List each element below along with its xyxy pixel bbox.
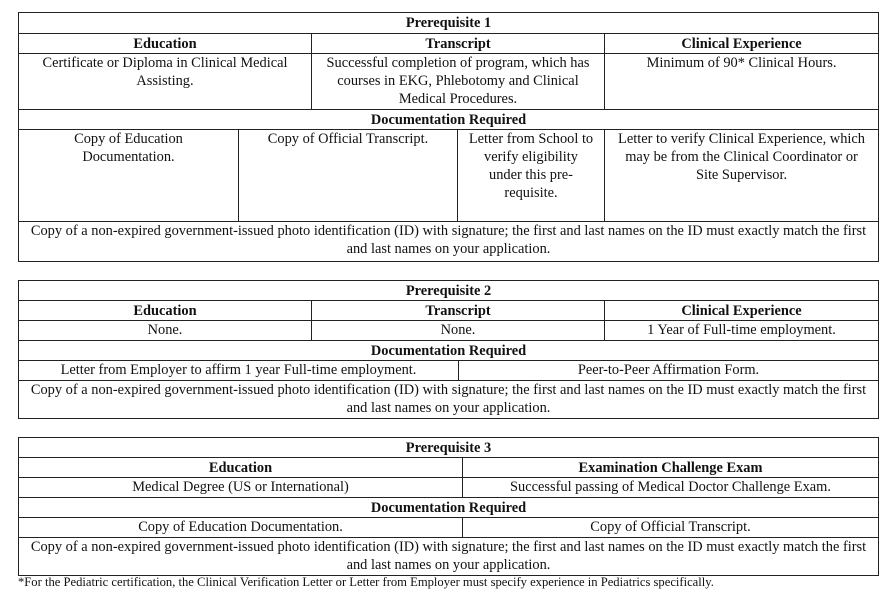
- doc-education: Copy of Education Documentation.: [19, 518, 463, 538]
- doc-transcript: Copy of Official Transcript.: [463, 518, 879, 538]
- transcript-header: Transcript: [312, 301, 605, 321]
- prerequisite-title: Prerequisite 1: [19, 13, 879, 34]
- exam-header: Examination Challenge Exam: [463, 458, 879, 478]
- doc-clinical-letter: Letter to verify Clinical Experience, which may be from the Clinical Coordinator or Site Supervisor.: [605, 130, 879, 222]
- education-header: Education: [19, 458, 463, 478]
- doc-employer-letter: Letter from Employer to affirm 1 year Full-time employment.: [19, 361, 459, 381]
- footnote: *For the Pediatric certification, the Clinical Verification Letter or Letter from Employer must specify experience in Pediatrics specifically.: [18, 575, 714, 589]
- doc-transcript: Copy of Official Transcript.: [239, 130, 458, 222]
- prerequisite-3-table: [18, 437, 879, 576]
- transcript-value: None.: [312, 321, 605, 341]
- doc-school-letter: Letter from School to verify eligibility under this pre-requisite.: [458, 130, 605, 222]
- prerequisite-title: Prerequisite 2: [19, 281, 879, 301]
- education-value: None.: [19, 321, 312, 341]
- prerequisite-title: Prerequisite 3: [19, 438, 879, 458]
- clinical-experience-value: Minimum of 90* Clinical Hours.: [605, 54, 879, 110]
- documentation-required-header: Documentation Required: [19, 110, 879, 130]
- education-value: Certificate or Diploma in Clinical Medical Assisting.: [19, 54, 312, 110]
- clinical-experience-header: Clinical Experience: [605, 34, 879, 54]
- documentation-required-header: Documentation Required: [19, 498, 879, 518]
- doc-education: Copy of Education Documentation.: [19, 130, 239, 222]
- transcript-header: Transcript: [312, 34, 605, 54]
- prerequisite-2-table: [18, 280, 879, 419]
- clinical-experience-value: 1 Year of Full-time employment.: [605, 321, 879, 341]
- education-header: Education: [19, 301, 312, 321]
- education-value: Medical Degree (US or International): [19, 478, 463, 498]
- id-requirement: Copy of a non-expired government-issued photo identification (ID) with signature; the first and last names on the ID must exactly match the first and last names on your application.: [19, 222, 879, 262]
- documentation-required-header: Documentation Required: [19, 341, 879, 361]
- id-requirement: Copy of a non-expired government-issued photo identification (ID) with signature; the first and last names on the ID must exactly match the first and last names on your application.: [19, 538, 879, 576]
- clinical-experience-header: Clinical Experience: [605, 301, 879, 321]
- exam-value: Successful passing of Medical Doctor Challenge Exam.: [463, 478, 879, 498]
- id-requirement: Copy of a non-expired government-issued photo identification (ID) with signature; the first and last names on the ID must exactly match the first and last names on your application.: [19, 381, 879, 419]
- transcript-value: Successful completion of program, which has courses in EKG, Phlebotomy and Clinical Medical Procedures.: [312, 54, 605, 110]
- education-header: Education: [19, 34, 312, 54]
- doc-peer-form: Peer-to-Peer Affirmation Form.: [459, 361, 879, 381]
- prerequisite-1-table: [18, 12, 879, 262]
